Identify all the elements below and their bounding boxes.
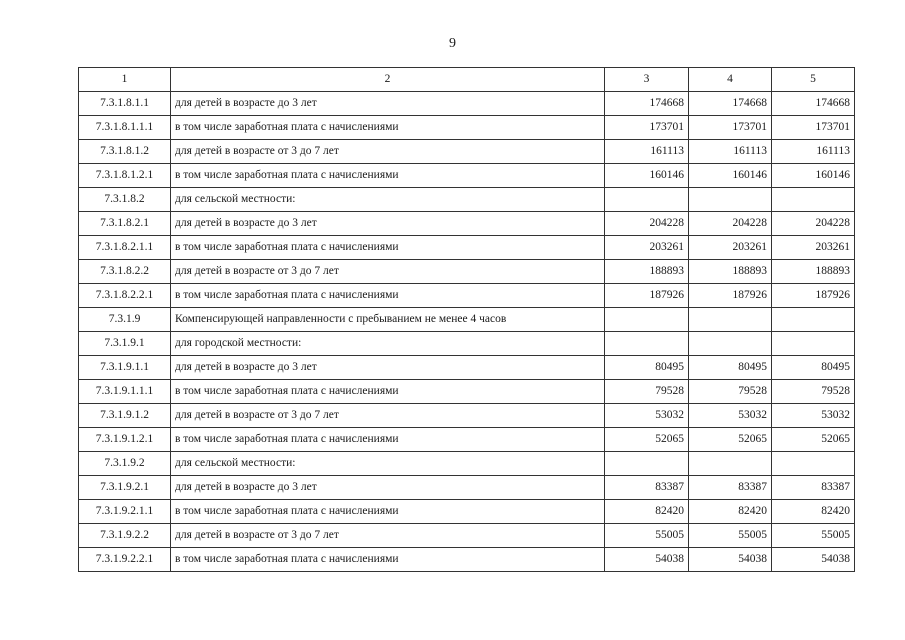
row-value-col3: 53032	[605, 404, 689, 428]
table-row	[79, 548, 855, 572]
row-description: для детей в возрасте до 3 лет	[171, 92, 605, 116]
row-description: для детей в возрасте до 3 лет	[171, 476, 605, 500]
table-row	[79, 116, 855, 140]
row-description: для детей в возрасте от 3 до 7 лет	[171, 260, 605, 284]
table-row	[79, 308, 855, 332]
row-code: 7.3.1.9	[79, 308, 171, 332]
row-value-col4: 55005	[689, 524, 772, 548]
row-value-col5: 160146	[772, 164, 855, 188]
page-number: 9	[449, 36, 456, 51]
table-row	[79, 380, 855, 404]
header-cell-3: 3	[605, 68, 689, 92]
row-value-col5: 187926	[772, 284, 855, 308]
row-description: для сельской местности:	[171, 188, 605, 212]
row-description: в том числе заработная плата с начислениями	[171, 380, 605, 404]
row-value-col4: 187926	[689, 284, 772, 308]
table-row	[79, 140, 855, 164]
row-value-col5: 53032	[772, 404, 855, 428]
row-code: 7.3.1.9.1	[79, 332, 171, 356]
row-value-col3	[605, 308, 689, 332]
row-value-col5: 161113	[772, 140, 855, 164]
row-code: 7.3.1.9.1.2	[79, 404, 171, 428]
row-value-col5: 204228	[772, 212, 855, 236]
table-row	[79, 428, 855, 452]
row-value-col3: 161113	[605, 140, 689, 164]
row-value-col4: 82420	[689, 500, 772, 524]
table-row	[79, 356, 855, 380]
row-description: для детей в возрасте от 3 до 7 лет	[171, 404, 605, 428]
row-value-col3: 82420	[605, 500, 689, 524]
row-value-col4: 54038	[689, 548, 772, 572]
row-description: для городской местности:	[171, 332, 605, 356]
row-code: 7.3.1.9.2.2	[79, 524, 171, 548]
table-row	[79, 332, 855, 356]
table-row	[79, 284, 855, 308]
row-value-col5: 55005	[772, 524, 855, 548]
row-description: для детей в возрасте до 3 лет	[171, 356, 605, 380]
row-value-col4: 173701	[689, 116, 772, 140]
row-description: для детей в возрасте до 3 лет	[171, 212, 605, 236]
header-cell-2: 2	[171, 68, 605, 92]
row-value-col5: 83387	[772, 476, 855, 500]
row-value-col4: 203261	[689, 236, 772, 260]
row-code: 7.3.1.9.2.2.1	[79, 548, 171, 572]
row-value-col4: 79528	[689, 380, 772, 404]
row-description: Компенсирующей направленности с пребыванием не менее 4 часов	[171, 308, 605, 332]
row-value-col5: 203261	[772, 236, 855, 260]
row-code: 7.3.1.8.2.1.1	[79, 236, 171, 260]
row-code: 7.3.1.9.2.1	[79, 476, 171, 500]
row-value-col3: 160146	[605, 164, 689, 188]
row-value-col5: 80495	[772, 356, 855, 380]
row-value-col5	[772, 308, 855, 332]
row-code: 7.3.1.8.2.1	[79, 212, 171, 236]
row-value-col3: 204228	[605, 212, 689, 236]
row-description: в том числе заработная плата с начислениями	[171, 164, 605, 188]
row-code: 7.3.1.8.2	[79, 188, 171, 212]
row-code: 7.3.1.8.1.1.1	[79, 116, 171, 140]
row-value-col3: 173701	[605, 116, 689, 140]
table-row	[79, 212, 855, 236]
table-row	[79, 260, 855, 284]
row-value-col4: 83387	[689, 476, 772, 500]
row-value-col3	[605, 332, 689, 356]
row-value-col5: 82420	[772, 500, 855, 524]
row-code: 7.3.1.8.2.2	[79, 260, 171, 284]
table-row	[79, 452, 855, 476]
row-description: в том числе заработная плата с начислениями	[171, 116, 605, 140]
row-code: 7.3.1.8.1.2	[79, 140, 171, 164]
row-value-col3: 187926	[605, 284, 689, 308]
row-value-col3: 83387	[605, 476, 689, 500]
row-value-col4: 188893	[689, 260, 772, 284]
row-code: 7.3.1.9.2.1.1	[79, 500, 171, 524]
row-value-col4: 52065	[689, 428, 772, 452]
row-value-col4: 53032	[689, 404, 772, 428]
row-value-col3: 79528	[605, 380, 689, 404]
table-row	[79, 188, 855, 212]
row-description: в том числе заработная плата с начислениями	[171, 428, 605, 452]
row-description: для детей в возрасте от 3 до 7 лет	[171, 140, 605, 164]
table-row	[79, 524, 855, 548]
row-value-col4	[689, 452, 772, 476]
row-value-col3	[605, 188, 689, 212]
row-value-col5	[772, 188, 855, 212]
row-value-col5: 79528	[772, 380, 855, 404]
row-value-col3: 54038	[605, 548, 689, 572]
table-row	[79, 164, 855, 188]
row-value-col5: 188893	[772, 260, 855, 284]
table-row	[79, 404, 855, 428]
row-value-col4	[689, 332, 772, 356]
row-code: 7.3.1.9.1.2.1	[79, 428, 171, 452]
row-value-col4: 80495	[689, 356, 772, 380]
row-code: 7.3.1.9.1.1.1	[79, 380, 171, 404]
row-description: в том числе заработная плата с начислениями	[171, 548, 605, 572]
row-value-col5: 174668	[772, 92, 855, 116]
table-row	[79, 476, 855, 500]
table-row	[79, 500, 855, 524]
row-value-col5: 52065	[772, 428, 855, 452]
row-value-col4: 161113	[689, 140, 772, 164]
row-code: 7.3.1.9.1.1	[79, 356, 171, 380]
row-code: 7.3.1.8.1.1	[79, 92, 171, 116]
data-table	[78, 67, 855, 572]
row-description: для сельской местности:	[171, 452, 605, 476]
row-value-col5: 54038	[772, 548, 855, 572]
row-value-col3: 174668	[605, 92, 689, 116]
row-value-col4	[689, 188, 772, 212]
table-row	[79, 92, 855, 116]
row-description: в том числе заработная плата с начислениями	[171, 500, 605, 524]
table-header-row	[79, 68, 855, 92]
row-value-col3	[605, 452, 689, 476]
header-cell-4: 4	[689, 68, 772, 92]
row-code: 7.3.1.9.2	[79, 452, 171, 476]
header-cell-1: 1	[79, 68, 171, 92]
row-description: для детей в возрасте от 3 до 7 лет	[171, 524, 605, 548]
row-value-col4: 204228	[689, 212, 772, 236]
row-value-col5	[772, 452, 855, 476]
row-value-col4	[689, 308, 772, 332]
row-value-col3: 52065	[605, 428, 689, 452]
row-value-col4: 160146	[689, 164, 772, 188]
row-value-col3: 55005	[605, 524, 689, 548]
row-value-col5	[772, 332, 855, 356]
row-value-col3: 203261	[605, 236, 689, 260]
row-code: 7.3.1.8.2.2.1	[79, 284, 171, 308]
table-row	[79, 236, 855, 260]
header-cell-5: 5	[772, 68, 855, 92]
row-value-col4: 174668	[689, 92, 772, 116]
row-value-col5: 173701	[772, 116, 855, 140]
row-description: в том числе заработная плата с начислениями	[171, 236, 605, 260]
row-description: в том числе заработная плата с начислениями	[171, 284, 605, 308]
row-value-col3: 80495	[605, 356, 689, 380]
row-value-col3: 188893	[605, 260, 689, 284]
row-code: 7.3.1.8.1.2.1	[79, 164, 171, 188]
